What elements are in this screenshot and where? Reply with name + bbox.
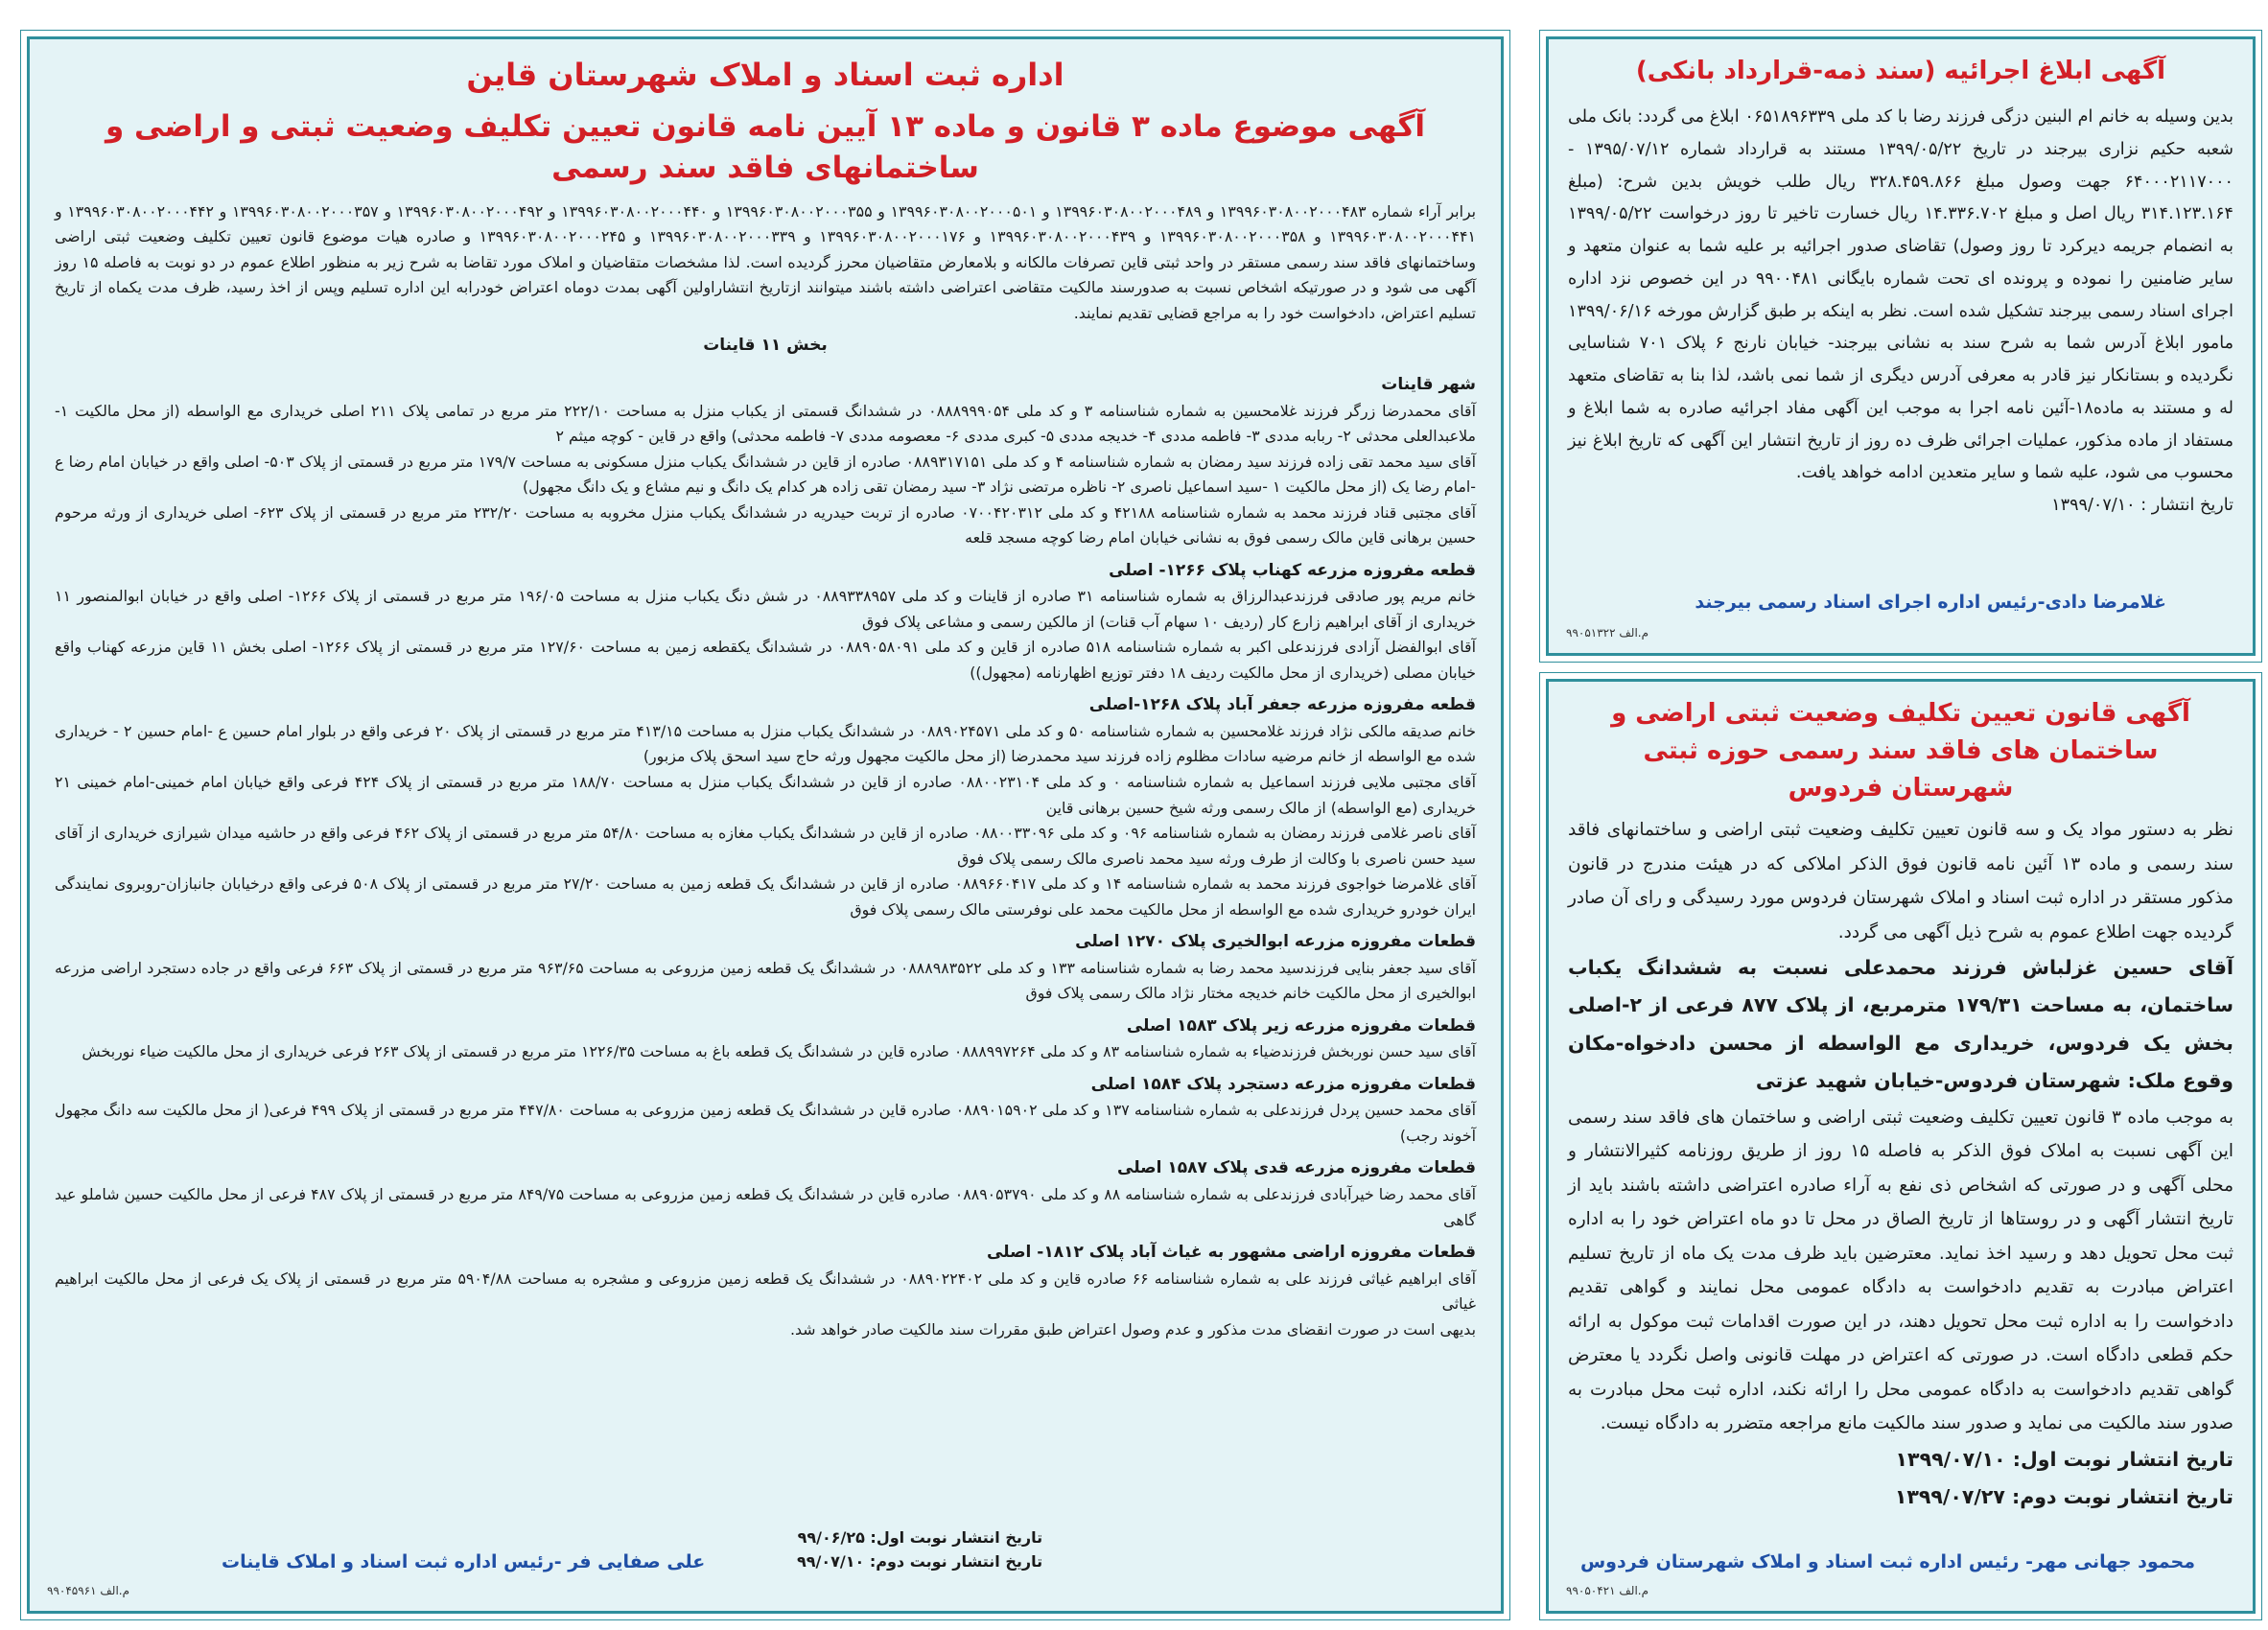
plot-heading: قطعات مفروزه مزرعه ابوالخیری پلاک ۱۲۷۰ اصلی [1075, 932, 1476, 952]
ferdows-notice-signature: محمود جهانی مهر- رئیس اداره ثبت اسناد و املاک شهرستان فردوس [1579, 1551, 2195, 1572]
first-publication-date: تاریخ انتشار نوبت اول: ۹۹/۰۶/۲۵ [797, 1527, 1043, 1547]
execution-notice-text: بدین وسیله به خانم ام البنین دزگی فرزند رضا با کد ملی ۰۶۵۱۸۹۶۳۳۹ ابلاغ می گردد: بانک ملی شعبه حکیم نزاری بیرجند در تاریخ ۱۳۹۹/۰۵/۲۲ مستند به قرارداد شماره ۱۳۹۵/۰۷/۱۲ - ۶۴۰۰۰۲۱۱۷۰۰۰ جهت وصول مبلغ ۳۲۸.۴۵۹.۸۶۶ ریال طلب خویش بدین شرح: (مبلغ ۳۱۴.۱۲۳.۱۶۴ ریال اصل و مبلغ ۱۴.۳۳۶.۷۰۲ ریال خسارت تاخیر تا روز درخواست ۱۳۹۹/۰۵/۲۲ به انضمام جریمه دیرکرد تا روز وصول) تقاضای صدور اجرائیه بر علیه شما به عنوان متعهد و سایر ضامنین را نموده و پرونده ای تحت شماره بایگانی ۹۹۰۰۴۸۱ در این خصوص نزد اداره اجرای اسناد رسمی بیرجند تشکیل شده است. نظر به اینکه بر طبق گزارش مورخه ۱۳۹۹/۰۶/۱۶ مامور ابلاغ آدرس شما به شرح سند به نشانی بیرجند- خیابان نارنج ۶ پلاک ۷۰۱ شناسایی نگردیده و بستانکار نیز قادر به معرفی آدرس دیگری از شما نمی باشد، لذا بنا به تقاضای متعهد له و مستند به ماده۱۸-آئین نامه اجرا به موجب این آگهی مفاد اجرائیه صادره به شما ابلاغ و مستفاد از ماده مذکور، عملیات اجرائی ظرف ده روز از تاریخ انتشار این آگهی که تاریخ ابلاغ نیز محسوب می شود، علیه شما و سایر متعدین ادامه خواهد یافت. [1568, 107, 2234, 483]
execution-notice-signature: غلامرضا دادی-رئیس اداره اجرای اسناد رسمی بیرجند [1695, 592, 2166, 613]
plot-heading: قطعات مفروزه مزرعه دستجرد پلاک ۱۵۸۴ اصلی [1090, 1074, 1476, 1094]
list-item: خانم صدیقه مالکی نژاد فرزند غلامحسین به شماره شناسنامه ۵۰ و کد ملی ۰۸۸۹۰۲۴۵۷۱ در ششدانگ یکباب منزل به مساحت ۴۱۳/۱۵ متر مربع در قسمتی از پلاک ۲۰ فرعی واقع در بلوار امام حسین ع -امام حسین ۲ - خریداری شده مع الواسطه از خانم مرضیه سادات مظلوم زاده فرزند سید محمدرضا (از محل مالکیت مجهول ورثه حاج سید اسحق پلاک مزبور) [55, 721, 1476, 766]
notice-code: م.الف ۹۹۰۵۱۳۲۲ [1566, 626, 1649, 640]
left-signature: علی صفایی فر -رئیس اداره ثبت اسناد و املاک قاینات [222, 1551, 706, 1572]
qaen-notice-panel [27, 36, 1504, 1614]
list-item: آقای محمد رضا خیرآبادی فرزندعلی به شماره شناسنامه ۸۸ و کد ملی ۰۸۸۹۰۵۳۷۹۰ صادره قاین در ششدانگ یک قطعه زمین مزروعی به مساحت ۸۴۹/۷۵ متر مربع در قسمتی از پلاک ۴۸۷ فرعی از محل مالکیت حسین شاملو عید گاهی [55, 1185, 1477, 1229]
list-item: آقای مجتبی ملایی فرزند اسماعیل به شماره شناسنامه ۰ و کد ملی ۰۸۸۰۰۲۳۱۰۴ صادره از قاین در ششدانگ یکباب منزل به مساحت ۱۸۸/۷۰ متر مربع در قسمتی از پلاک ۴۲۴ فرعی واقع خیابان امام خمینی-امام خمینی ۲۱ خریداری (مع الواسطه) از مالک رسمی ورثه شیخ حسین برهانی قاین [55, 773, 1476, 817]
second-publication-date: تاریخ انتشار نوبت دوم: ۹۹/۰۷/۱۰ [797, 1552, 1043, 1572]
execution-notice-title: آگهی ابلاغ اجرائیه (سند ذمه-قرارداد بانکی) [1635, 57, 2166, 85]
ferdows-intro: نظر به دستور مواد یک و سه قانون تعیین تکلیف وضعیت ثبتی اراضی و ساختمانهای فاقد سند رسمی و ماده ۱۳ آئین نامه قانون فوق الذکر املاکی که در هیئت مندرج در قانون مذکور مستقر در اداره ثبت اسناد و املاک شهرستان فردوس مورد رسیدگی و رای آن صادر گردیده جهت اطلاع عموم به شرح ذیل آگهی می گردد. [1568, 820, 2233, 943]
ferdows-procedure: به موجب ماده ۳ قانون تعیین تکلیف وضعیت ثبتی اراضی و ساختمان های فاقد سند رسمی این آگهی نسبت به املاک فوق الذکر به فاصله ۱۵ روز از طریق روزنامه کثیرالانتشار و محلی آگهی و در صورتی که اشخاص ذی نفع به آراء صادره اعتراضی داشته باشند باید از تاریخ انتشار آگهی و در روستاها از تاریخ الصاق در محل تا دو ماه اعتراض خود را به اداره ثبت محل تحویل دهد و رسید اخذ نماید. معترضین باید ظرف مدت یک ماه از تاریخ تسلیم اعتراض مبادرت به تقدیم دادخواست به دادگاه عمومی محل نمایند و گواهی تقدیم دادخواست را به اداره ثبت محل تحویل دهند، در این صورت اقدامات ثبت موکول به ارائه حکم قطعی دادگاه است. در صورتی که اعتراض در مهلت قانونی واصل نگردد یا معترض گواهی تقدیم دادخواست به دادگاه عمومی محل را ارائه نکند، اداره ثبت محل مبادرت به صدور سند مالکیت می نماید و صدور سند مالکیت مانع مراجعه متضرر به دادگاه نیست. [1568, 1106, 2233, 1434]
closing-note: بدیهی است در صورت انقضای مدت مذکور و عدم وصول اعتراض طبق مقررات سند مالکیت صادر خواهد شد. [789, 1319, 1476, 1339]
notice-code: م.الف ۹۹۰۵۰۴۲۱ [1566, 1584, 1649, 1597]
plot-heading: قطعات مفروزه اراضی مشهور به غیاث آباد پلاک ۱۸۱۲- اصلی [986, 1243, 1476, 1263]
list-item: آقای غلامرضا خواجوی فرزند محمد به شماره شناسنامه ۱۴ و کد ملی ۰۸۸۹۶۶۰۴۱۷ صادره از قاین در ششدانگ یک قطعه زمین به مساحت ۲۷/۲۰ متر مربع در قسمتی از پلاک ۵۰۸ فرعی واقع درخیابان جانبازان-روبروی نمایندگی ایران خودرو خریداری شده مع الواسطه از محل مالکیت محمد علی نوفرستی مالک رسمی پلاک فوق [55, 874, 1476, 919]
left-title: اداره ثبت اسناد و املاک شهرستان قاین [466, 57, 1064, 93]
ferdows-property-entry: آقای حسین غزلباش فرزند محمدعلی نسبت به ششدانگ یکباب ساختمان، به مساحت ۱۷۹/۳۱ مترمربع، از پلاک ۸۷۷ فرعی از ۲-اصلی بخش یک فردوس، خریداری مع الواسطه از محسن دادخواه-مکان وقوع ملک: شهرستان فردوس-خیابان شهید عزتی [1568, 956, 2233, 1093]
list-item: آقای محمدرضا زرگر فرزند غلامحسین به شماره شناسنامه ۳ و کد ملی ۰۸۸۸۹۹۹۰۵۴ در ششدانگ قسمتی از یکباب منزل به مساحت ۲۲۲/۱۰ متر مربع در تمامی پلاک ۲۱۱ اصلی خریداری مع الواسطه (از محل مالکیت ۱-ملاعبدالعلی محدثی ۲- ربابه مددی ۳- فاطمه مددی ۴- خدیجه مددی ۵- کبری مددی ۶- معصومه مددی ۷- فاطمه محدثی) واقع در قاین - کوچه میثم ۲ [55, 401, 1476, 446]
list-item: آقای ابراهیم غیاثی فرزند علی به شماره شناسنامه ۶۶ صادره قاین و کد ملی ۰۸۸۹۰۲۲۴۰۲ در ششدانگ یک قطعه زمین مزروعی و مشجره به مساحت ۵۹۰۴/۸۸ متر مربع در قسمتی از پلاک یک فرعی از محل مالکیت ابراهیم غیاثی [55, 1269, 1476, 1314]
execution-notice-body [1549, 90, 2253, 523]
list-item: آقای سید محمد تقی زاده فرزند سید رمضان به شماره شناسنامه ۴ و کد ملی ۰۸۸۹۳۱۷۱۵۱ صادره از قاین در ششدانگ یکباب منزل مسکونی به مساحت ۱۷۹/۷ متر مربع در قسمتی از پلاک ۵۰۳- اصلی واقع در خیابان امام رضا ع -امام رضا یک (از محل مالکیت ۱ -سید اسماعیل ناصری ۲- ناظره مرتضی نژاد ۳- سید رمضان تقی زاده هر کدام یک دانگ و نیم مشاع و یک دانگ مجهول) [55, 452, 1477, 497]
list-item: آقای سید حسن نوربخش فرزندضیاء به شماره شناسنامه ۸۳ و کد ملی ۰۸۸۸۹۹۷۲۶۴ صادره قاین در ششدانگ یک قطعه باغ به مساحت ۱۲۲۶/۳۵ متر مربع در قسمتی از پلاک ۲۶۳ فرعی خریداری از محل مالکیت ضیاء نوربخش [82, 1042, 1476, 1061]
list-item: آقای مجتبی قناد فرزند محمد به شماره شناسنامه ۴۲۱۸۸ و کد ملی ۰۷۰۰۴۲۰۳۱۲ صادره از تربت حیدریه در ششدانگ یکباب منزل مخروبه به مساحت ۲۳۲/۲۰ متر مربع در قسمتی از پلاک ۶۲۳- اصلی خریداری از ورثه مرحوم حسین برهانی قاین مالک رسمی فوق به نشانی خیابان امام رضا کوچه مسجد قلعه [55, 502, 1476, 547]
second-publication-date: تاریخ انتشار نوبت دوم: ۱۳۹۹/۰۷/۲۷ [1894, 1485, 2233, 1509]
ferdows-notice-title: آگهی قانون تعیین تکلیف وضعیت ثبتی اراضی و ساختمان های فاقد سند رسمی حوزه ثبتی شهرستان فردوس [1611, 699, 2190, 803]
left-subtitle: آگهی موضوع ماده ۳ قانون و ماده ۱۳ آیین نامه قانون تعیین تکلیف وضعیت ثبتی و اراضی و ساختمانهای فاقد سند رسمی [105, 109, 1426, 186]
left-intro: برابر آراء شماره ۱۳۹۹۶۰۳۰۸۰۰۲۰۰۰۴۸۳ و ۱۳۹۹۶۰۳۰۸۰۰۲۰۰۰۴۸۹ و ۱۳۹۹۶۰۳۰۸۰۰۲۰۰۰۵۰۱ و ۱۳۹۹۶۰۳۰۸۰۰۲۰۰۰۳۵۵ و ۱۳۹۹۶۰۳۰۸۰۰۲۰۰۰۴۴۰ و ۱۳۹۹۶۰۳۰۸۰۰۲۰۰۰۴۹۲ و ۱۳۹۹۶۰۳۰۸۰۰۲۰۰۰۳۵۷ و ۱۳۹۹۶۰۳۰۸۰۰۲۰۰۰۴۴۲ و ۱۳۹۹۶۰۳۰۸۰۰۲۰۰۰۴۴۱ و ۱۳۹۹۶۰۳۰۸۰۰۲۰۰۰۳۵۸ و ۱۳۹۹۶۰۳۰۸۰۰۲۰۰۰۴۳۹ و ۱۳۹۹۶۰۳۰۸۰۰۲۰۰۰۱۷۶ و ۱۳۹۹۶۰۳۰۸۰۰۲۰۰۰۳۳۹ و ۱۳۹۹۶۰۳۰۸۰۰۲۰۰۰۲۴۵ و صادره هیات موضوع قانون تعیین تکلیف وضعیت ثبتی اراضی وساختمانهای فاقد سند رسمی مستقر در واحد ثبتی قاین تصرفات مالکانه و بلامعارض متقاضیان محرز گردیده است. لذا مشخصات متقاضیان و املاک مورد تقاضا به شرح زیر به منظور اطلاع عموم در دو نوبت به فاصله ۱۵ روز آگهی می شود و در صورتیکه اشخاص نسبت به صدورسند مالکیت متقاضی اعتراضی داشته باشند میتوانند ازتاریخ انتشاراولین آگهی بمدت دوماه اعتراض خودرابه این اداره تسلیم وپس از اخذ رسید، ظرف مدت یکماه از تاریخ تسلیم اعتراض، دادخواست خود را به مراجع قضایی تقدیم نمایند. [55, 201, 1477, 322]
plot-heading: قطعات مفروزه مزرعه قدی پلاک ۱۵۸۷ اصلی [1117, 1158, 1476, 1178]
notice-code: م.الف ۹۹۰۴۵۹۶۱ [47, 1584, 130, 1597]
plot-heading: قطعه مفروزه مزرعه کهناب پلاک ۱۲۶۶- اصلی [1109, 560, 1476, 580]
ferdows-notice-panel [1546, 679, 2256, 1614]
left-content [30, 190, 1501, 1342]
publication-dates [797, 1525, 1042, 1574]
plot-heading: قطعه مفروزه مزرعه جعفر آباد پلاک ۱۲۶۸-اصلی [1088, 695, 1476, 715]
list-item: آقای ناصر غلامی فرزند رمضان به شماره شناسنامه ۰۹۶ و کد ملی ۰۸۸۰۰۳۳۰۹۶ صادره از قاین در ششدانگ یکباب مغازه به مساحت ۵۴/۸۰ متر مربع در قسمتی از پلاک ۴۶۲ فرعی واقع در حاشیه میدان شیرازی خریداری از آقای سید حسن ناصری با وکالت از طرف ورثه سید محمد ناصری مالک رسمی پلاک فوق [55, 824, 1476, 868]
list-item: خانم مریم پور صادقی فرزندعبدالرزاق به شماره شناسنامه ۳۱ صادره از قاینات و کد ملی ۰۸۸۹۳۳۸۹۵۷ در شش دنگ یکباب منزل به مساحت ۱۹۶/۰۵ متر مربع در قسمتی از پلاک ۱۲۶۶- اصلی واقع در خیابان ابوالمنصور ۱۱ خریداری از آقای ابراهیم زارع کار (ردیف ۱۰ سهام آب قنات) از مالکین رسمی و مشاعی پلاک فوق [55, 587, 1476, 631]
city-heading: شهر قاینات [1381, 374, 1476, 394]
execution-notice-panel [1546, 36, 2256, 656]
list-item: آقای سید جعفر بنایی فرزندسید محمد رضا به شماره شناسنامه ۱۳۳ و کد ملی ۰۸۸۸۹۸۳۵۲۲ در ششدانگ یک قطعه زمین مزروعی به مساحت ۹۶۳/۶۵ متر مربع در قسمتی از پلاک ۶۶۳ فرعی واقع در جاده دستجرد اراضی مزرعه ابوالخیری از محل مالکیت خانم خدیجه مختار نژاد مالک رسمی پلاک فوق [55, 958, 1477, 1003]
ferdows-notice-body [1549, 807, 2253, 1516]
section-heading: بخش ۱۱ قاینات [703, 336, 828, 356]
first-publication-date: تاریخ انتشار نوبت اول: ۱۳۹۹/۰۷/۱۰ [1895, 1447, 2233, 1471]
plot-heading: قطعات مفروزه مزرعه زیر پلاک ۱۵۸۳ اصلی [1126, 1015, 1476, 1036]
list-item: آقای ابوالفضل آزادی فرزندعلی اکبر به شماره شناسنامه ۵۱۸ صادره از قاین و کد ملی ۰۸۸۹۰۵۸۰۹۱ در ششدانگ یکقطعه زمین به مساحت ۱۲۷/۶۰ متر مربع در قسمتی از پلاک ۱۲۶۶- اصلی بخش ۱۱ قاین مزرعه کهناب واقع خیابان مصلی (خریداری از محل مالکیت ردیف ۱۸ دفتر توزیع اظهارنامه (مجهول)) [55, 638, 1476, 682]
publication-date: تاریخ انتشار : ۱۳۹۹/۰۷/۱۰ [2051, 496, 2233, 516]
list-item: آقای محمد حسین پردل فرزندعلی به شماره شناسنامه ۱۳۷ و کد ملی ۰۸۸۹۰۱۵۹۰۲ صادره قاین در ششدانگ یک قطعه زمین مزروعی به مساحت ۴۴۷/۸۰ متر مربع در قسمتی از پلاک ۴۹۹ فرعی( از محل مالکیت سه دانگ مجهول آخوند رجب) [55, 1101, 1476, 1145]
